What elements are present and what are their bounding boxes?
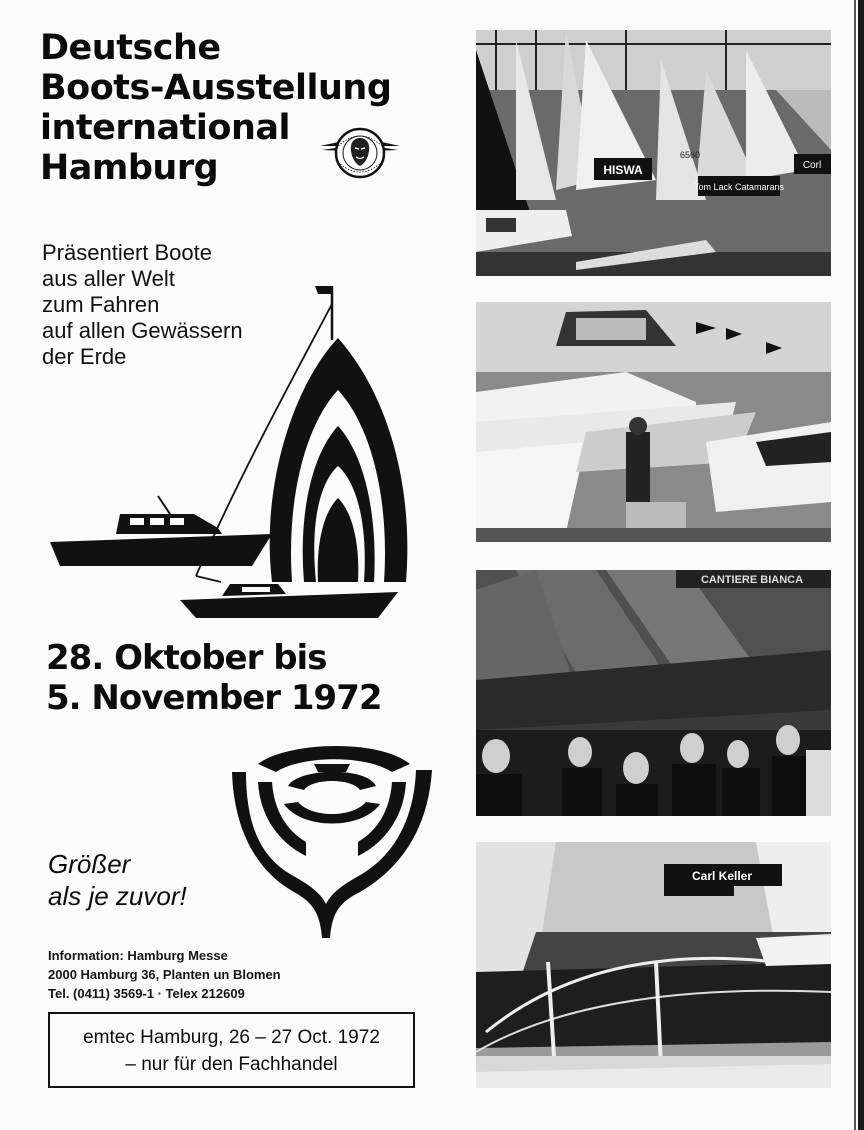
photo-sign: Corl — [802, 160, 822, 171]
photo-sign: Carl Keller — [691, 869, 753, 883]
contact-info — [48, 946, 281, 1003]
photo-sailboat-hall — [476, 30, 831, 276]
union-internationale-emblem-icon — [318, 124, 402, 182]
hull-arch-logo-illustration — [228, 742, 438, 942]
photo-sign: HISWA — [603, 163, 643, 177]
photo-sign: Tom Lack Catamarans — [693, 182, 785, 192]
emtec-notice-box — [48, 1012, 415, 1088]
info-line: Information: Hamburg Messe — [48, 948, 228, 963]
info-line: 2000 Hamburg 36, Planten un Blomen — [48, 967, 281, 982]
title-line: Hamburg — [40, 148, 219, 188]
photo-yacht-closeup — [476, 842, 831, 1088]
intro-line: der Erde — [42, 344, 127, 369]
emtec-line: – nur für den Fachhandel — [125, 1054, 338, 1075]
photo-crowd-hall — [476, 570, 831, 816]
intro-line: zum Fahren — [42, 292, 160, 317]
intro-line: Präsentiert Boote — [42, 240, 212, 265]
slogan-line: als je zuvor! — [48, 881, 187, 911]
title-line: Deutsche — [40, 28, 221, 68]
date-line: 28. Oktober bis — [46, 638, 327, 678]
emtec-line: emtec Hamburg, 26 – 27 Oct. 1972 — [83, 1027, 380, 1048]
sailboat-logo-illustration — [46, 282, 426, 622]
scan-edge-border — [858, 0, 864, 1130]
slogan — [48, 848, 187, 912]
date-line: 5. November 1972 — [46, 678, 382, 718]
exhibition-dates — [46, 638, 382, 718]
photo-sign: 6560 — [679, 150, 701, 160]
info-line: Tel. (0411) 3569-1 · Telex 212609 — [48, 986, 245, 1001]
photo-sign: CANTIERE BIANCA — [700, 574, 804, 586]
title-line: Boots-Ausstellung — [40, 68, 392, 108]
photo-motor-yachts — [476, 302, 831, 542]
scan-edge-line — [854, 0, 856, 1130]
title-line: international — [40, 108, 290, 148]
intro-line: auf allen Gewässern — [42, 318, 243, 343]
photo-sign: A.H. — [673, 866, 691, 876]
slogan-line: Größer — [48, 849, 131, 879]
intro-line: aus aller Welt — [42, 266, 175, 291]
